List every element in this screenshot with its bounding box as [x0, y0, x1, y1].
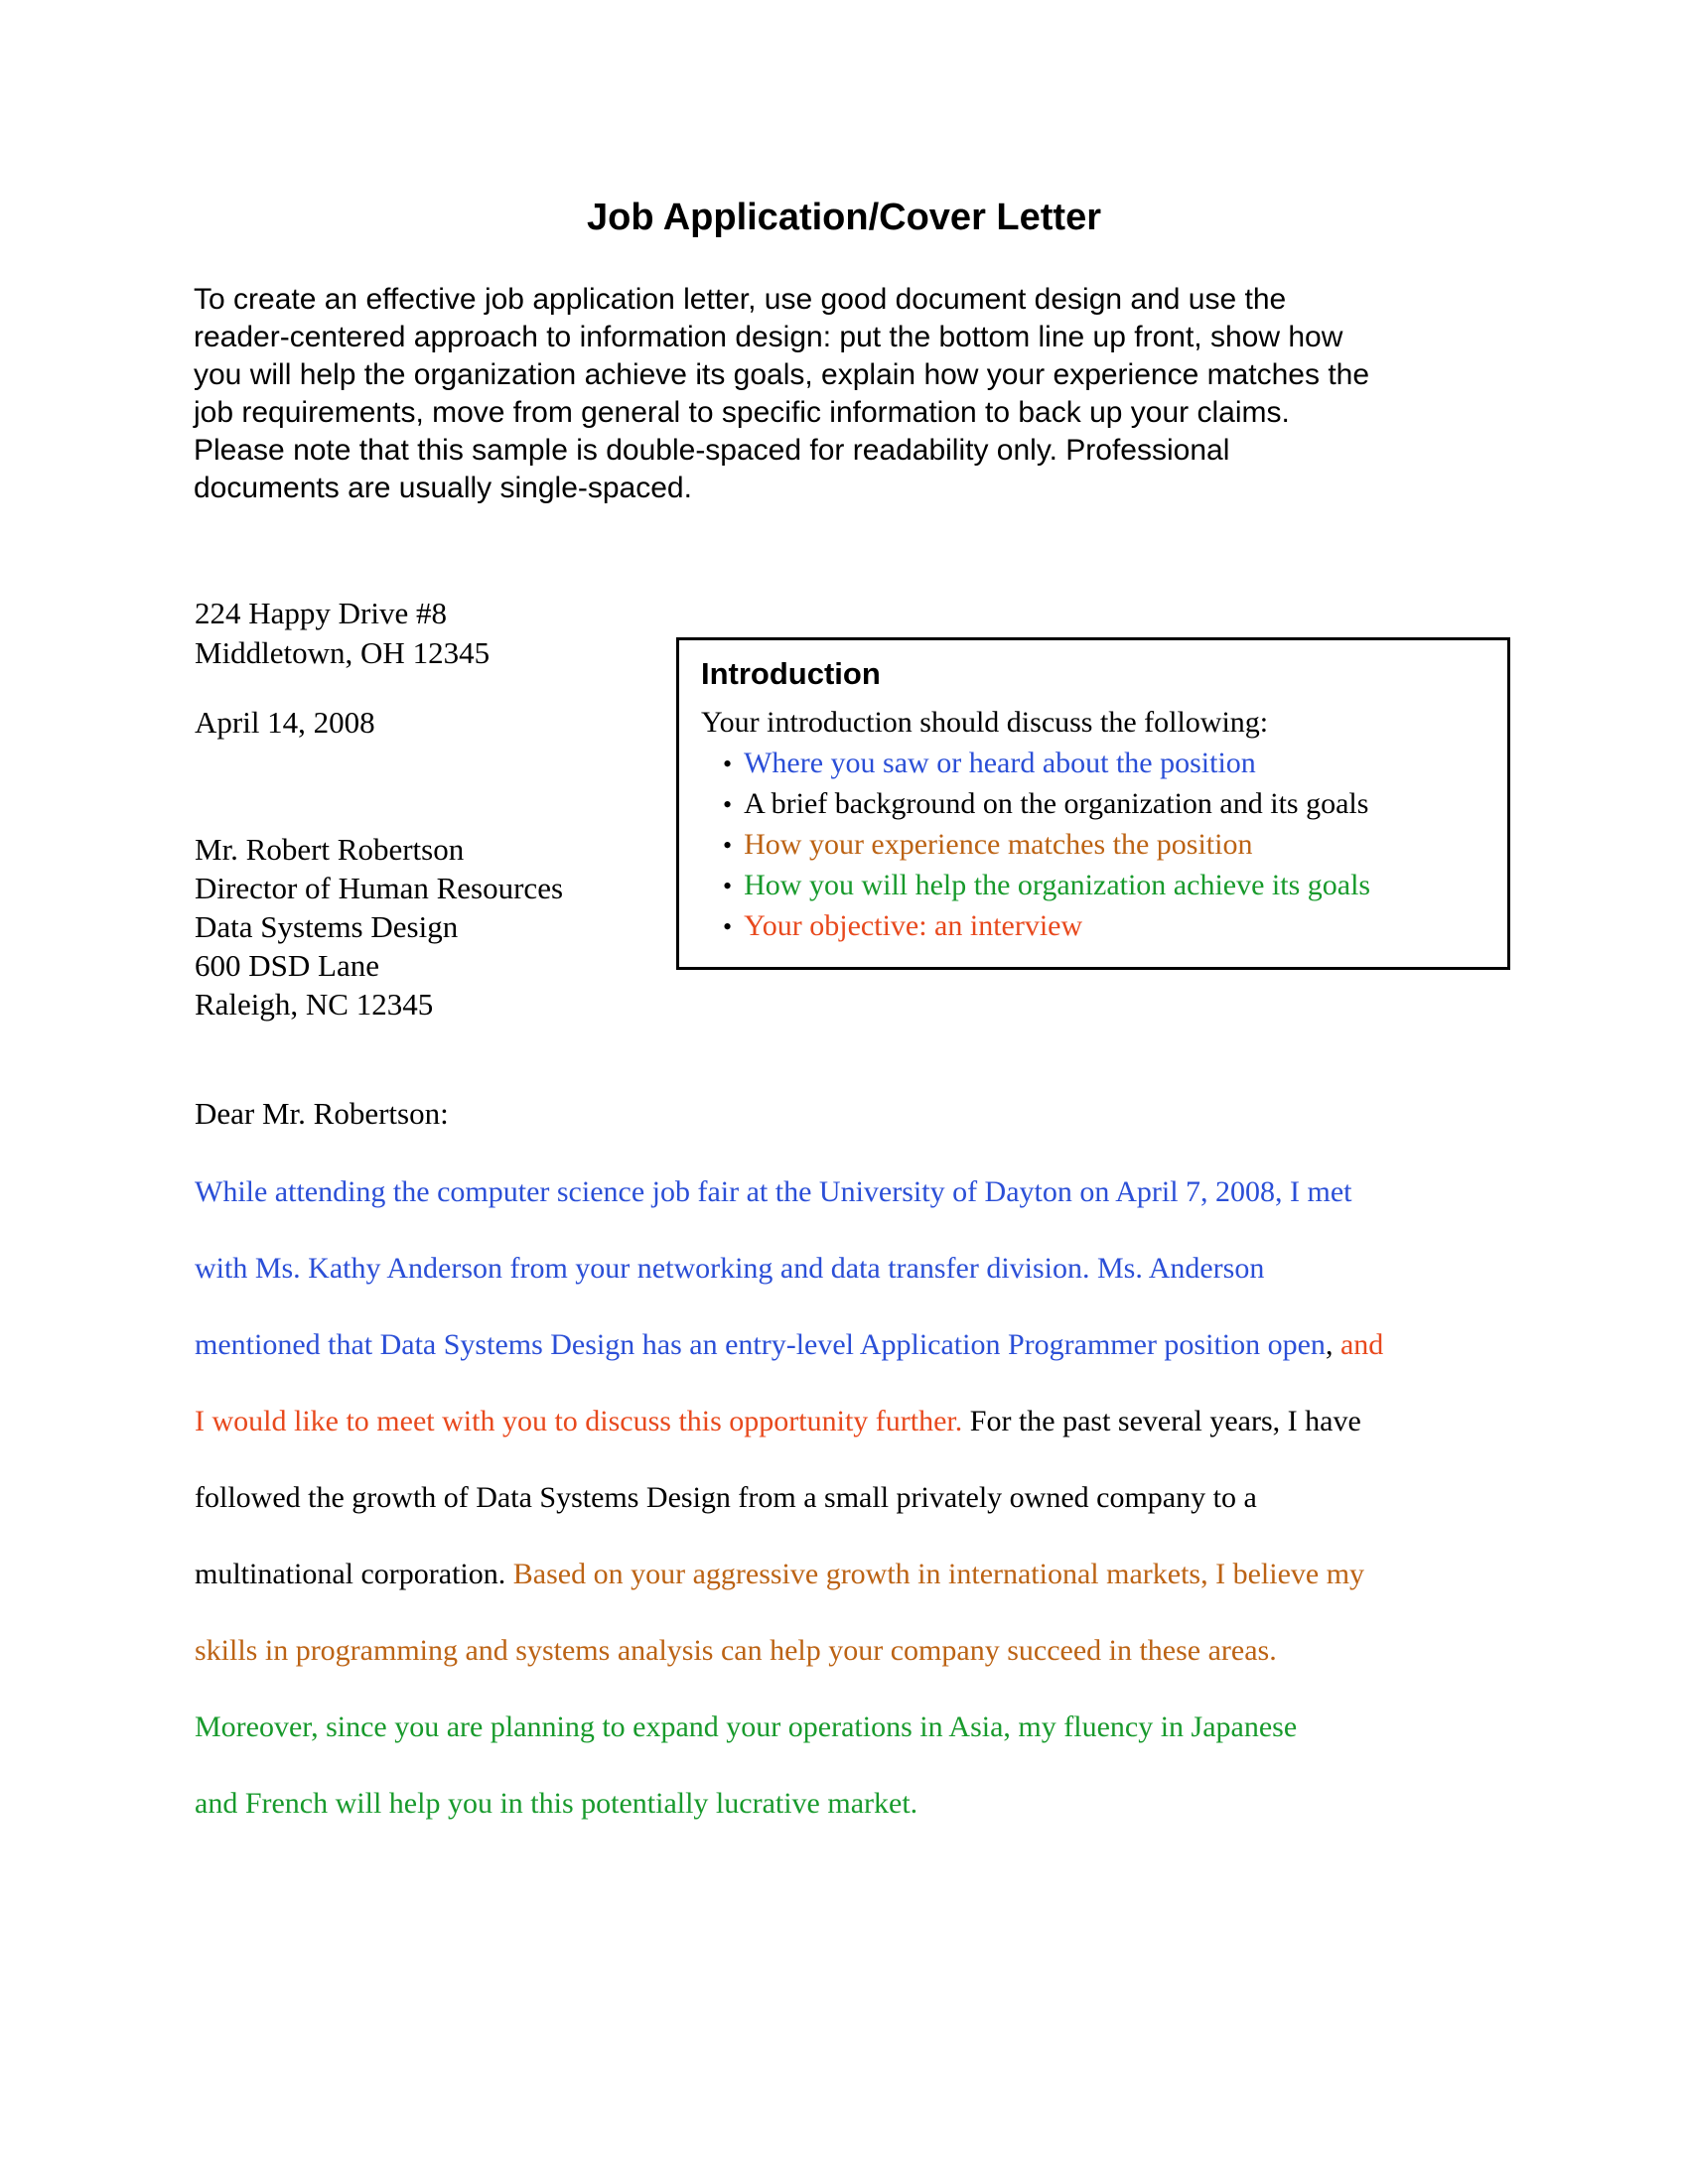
recipient-address-block: [195, 830, 563, 1024]
letter-body-line: [195, 1765, 1585, 1842]
letter-text-run: and: [1333, 1328, 1384, 1361]
letter-text-run: skills in programming and systems analysis can help your company succeed in these areas.: [195, 1634, 1277, 1667]
letter-text-run: ,: [1325, 1328, 1334, 1361]
introduction-bullet-text: Your objective: an interview: [744, 909, 1083, 942]
date-line: April 14, 2008: [195, 705, 375, 740]
letter-body-line: [195, 1689, 1585, 1765]
letter-body-line: [195, 1154, 1585, 1230]
recipient-address-line: Data Systems Design: [195, 909, 459, 944]
recipient-address-line: Raleigh, NC 12345: [195, 987, 434, 1022]
letter-text-run: mentioned that Data Systems Design has an entry-level Application Programmer position open: [195, 1328, 1326, 1361]
bullet-marker-icon: •: [723, 831, 733, 860]
intro-paragraph-line: To create an effective job application letter, use good document design and use the: [194, 283, 1287, 316]
letter-body-line: [195, 1612, 1585, 1689]
letter-text-run: While attending the computer science job fair at the University of Dayton on April 7, 2008, I met: [195, 1175, 1352, 1208]
intro-paragraph-line: you will help the organization achieve its goals, explain how your experience matches the: [194, 358, 1370, 391]
introduction-lead-text: Your introduction should discuss the following:: [701, 706, 1269, 739]
recipient-address-line: 600 DSD Lane: [195, 948, 379, 983]
letter-text-run: multinational corporation.: [195, 1558, 513, 1590]
letter-text-run: followed the growth of Data Systems Design from a small privately owned company to a: [195, 1481, 1257, 1514]
introduction-callout-box: [676, 637, 1510, 970]
letter-text-run: Based on your aggressive growth in international markets, I believe my: [512, 1558, 1365, 1590]
letter-text-run: I would like to meet with you to discuss this opportunity further.: [195, 1405, 970, 1437]
intro-paragraph-line: documents are usually single-spaced.: [194, 472, 692, 504]
intro-paragraph-line: job requirements, move from general to specific information to back up your claims.: [194, 396, 1290, 429]
letter-text-run: Moreover, since you are planning to expand your operations in Asia, my fluency in Japanese: [195, 1710, 1298, 1743]
letter-body-line: [195, 1459, 1585, 1536]
bullet-marker-icon: •: [723, 912, 733, 941]
intro-paragraph-line: Please note that this sample is double-spaced for readability only. Professional: [194, 434, 1230, 467]
introduction-bullet-list: [679, 744, 1507, 947]
intro-paragraph-line: reader-centered approach to information design: put the bottom line up front, show how: [194, 321, 1343, 353]
introduction-bullet-text: How your experience matches the position: [744, 828, 1253, 861]
letter-text-run: with Ms. Kathy Anderson from your networking and data transfer division. Ms. Anderson: [195, 1252, 1265, 1285]
introduction-bullet-text: A brief background on the organization and its goals: [744, 787, 1369, 820]
letter-body-line: [195, 1306, 1585, 1383]
recipient-address-line: Mr. Robert Robertson: [195, 832, 465, 867]
bullet-marker-icon: •: [723, 750, 733, 778]
intro-paragraph: [194, 281, 1524, 507]
letter-text-run: For the past several years, I have: [969, 1405, 1361, 1437]
letter-body-line: [195, 1536, 1585, 1612]
page-title: Job Application/Cover Letter: [587, 197, 1101, 238]
introduction-bullet-item: [723, 906, 1507, 947]
letter-body-paragraph: [195, 1154, 1585, 1842]
introduction-bullet-text: How you will help the organization achieve its goals: [744, 869, 1371, 901]
letter-body-line: [195, 1383, 1585, 1459]
introduction-bullet-text: Where you saw or heard about the position: [744, 747, 1256, 779]
introduction-bullet-item: [723, 744, 1507, 784]
sender-address-block: [195, 594, 490, 673]
bullet-marker-icon: •: [723, 872, 733, 900]
salutation-line: Dear Mr. Robertson:: [195, 1096, 449, 1131]
recipient-address-line: Director of Human Resources: [195, 871, 564, 905]
bullet-marker-icon: •: [723, 790, 733, 819]
introduction-bullet-item: [723, 784, 1507, 825]
introduction-bullet-item: [723, 866, 1507, 906]
sender-address-line: 224 Happy Drive #8: [195, 596, 447, 630]
introduction-bullet-item: [723, 825, 1507, 866]
letter-text-run: and French will help you in this potentially lucrative market.: [195, 1787, 918, 1820]
introduction-heading: Introduction: [701, 656, 881, 691]
sender-address-line: Middletown, OH 12345: [195, 635, 491, 670]
letter-body-line: [195, 1230, 1585, 1306]
